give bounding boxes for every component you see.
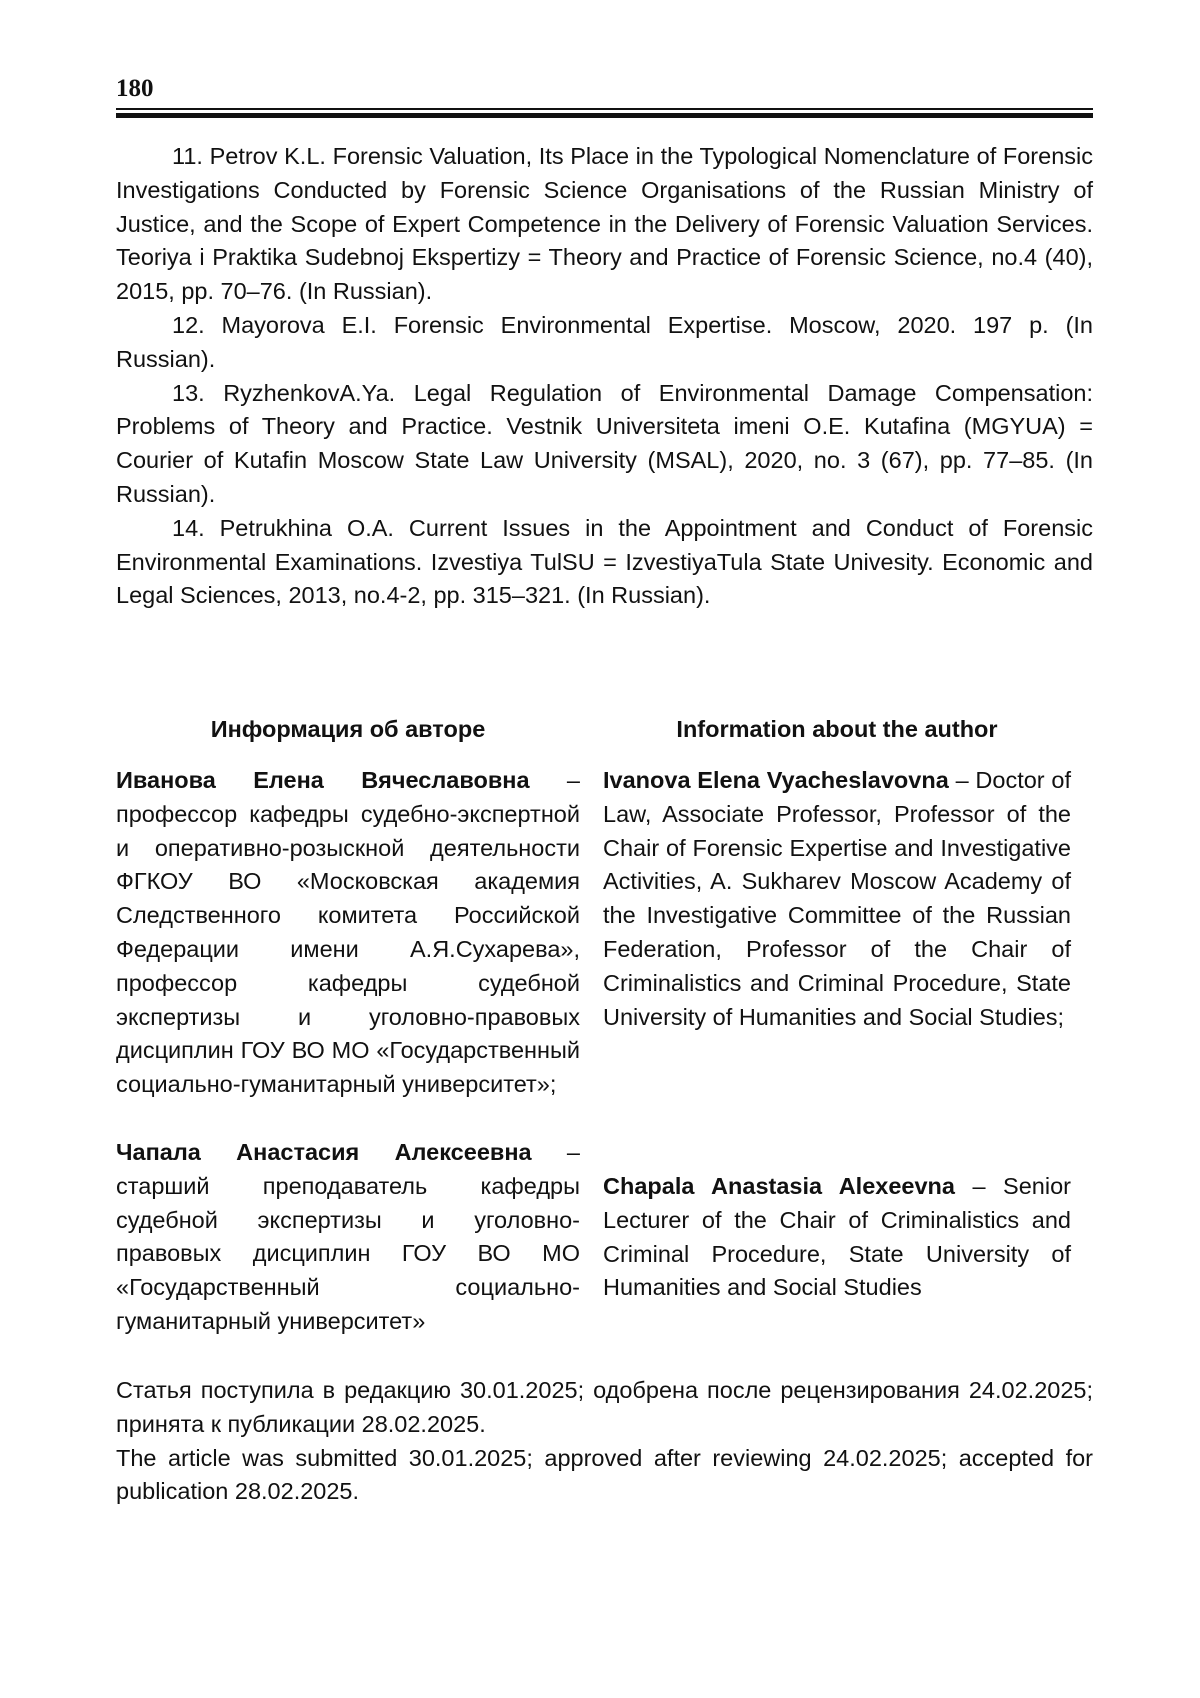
reference-item: 11. Petrov K.L. Forensic Valuation, Its Place in the Typological Nomenclature of Forensic Investigations Conducted by Forensic Science Organisations of the Russian Ministry of Justice, and the Scope of Expert Competence in the Delivery of Forensic Valuation Services. Teoriya i Praktika Sudebnoj Ekspertizy = Theory and Practice of Forensic Science, no.4 (40), 2015, pp. 70–76. (In Russian). xyxy=(116,143,1093,305)
page-number: 180 xyxy=(116,75,154,102)
article-dates-en: The article was submitted 30.01.2025; approved after reviewing 24.02.2025; accepted for publication 28.02.2025. xyxy=(116,1444,1093,1505)
author-heading-ru: Информация об авторе xyxy=(210,716,486,742)
author-ru-1 xyxy=(116,764,580,1102)
author-en-1 xyxy=(603,764,1071,1034)
reference-list xyxy=(116,140,1093,613)
reference-item: 14. Petrukhina O.A. Current Issues in the Appointment and Conduct of Forensic Environmental Examinations. Izvestiya TulSU = IzvestiyaTula State Univesity. Economic and Legal Sciences, 2013, no.4-2, pp. 315–321. (In Russian). xyxy=(116,514,1093,609)
article-dates-ru: Статья поступила в редакцию 30.01.2025; одобрена после рецензирования 24.02.2025; принята к публикации 28.02.2025. xyxy=(116,1377,1093,1437)
author-description: – Senior Lecturer of the Chair of Criminalistics and Criminal Procedure, State University of Humanities and Social Studies xyxy=(603,1173,1071,1301)
author-name: Чапала Анастасия Алексеевна xyxy=(116,1139,532,1165)
author-name: Chapala Anastasia Alexeevna xyxy=(603,1173,955,1199)
author-description: – Doctor of Law, Associate Professor, Professor of the Chair of Forensic Expertise and Investigative Activities, A. Sukharev Moscow Academy of the Investigative Committee of the Russian Federation, Professor of the Chair of Criminalistics and Criminal Procedure, State University of Humanities and Social Studies; xyxy=(603,767,1071,1030)
author-ru-2 xyxy=(116,1136,580,1339)
header-rule-thick xyxy=(116,113,1093,118)
reference-item: 12. Mayorova E.I. Forensic Environmental Expertise. Moscow, 2020. 197 p. (In Russian). xyxy=(116,311,1093,372)
author-heading-en: Information about the author xyxy=(676,716,998,742)
header-rule-thin xyxy=(116,108,1093,110)
author-name: Иванова Елена Вячеславовна xyxy=(116,767,530,793)
author-description: – профессор кафедры судебно-экспертной и оперативно-розыскной деятельности ФГКОУ ВО «Московская академия Следственного комитета Российской Федерации имени А.Я.Сухарева», профессор кафедры судебной экспертизы и уголовно-правовых дисциплин ГОУ ВО МО «Государственный социально-гуманитарный университет»; xyxy=(116,767,580,1098)
author-description: – старший преподаватель кафедры судебной экспертизы и уголовно-правовых дисциплин ГОУ ВО МО «Государственный социально-гуманитарный университет» xyxy=(116,1139,580,1334)
reference-item: 13. RyzhenkovA.Ya. Legal Regulation of Environmental Damage Compensation: Problems of Theory and Practice. Vestnik Universiteta imeni O.E. Kutafina (MGYUA) = Courier of Kutafin Moscow State Law University (MSAL), 2020, no. 3 (67), pp. 77–85. (In Russian). xyxy=(116,379,1093,507)
author-en-2 xyxy=(603,1170,1071,1305)
article-dates xyxy=(116,1374,1093,1509)
author-name: Ivanova Elena Vyacheslavovna xyxy=(603,767,949,793)
